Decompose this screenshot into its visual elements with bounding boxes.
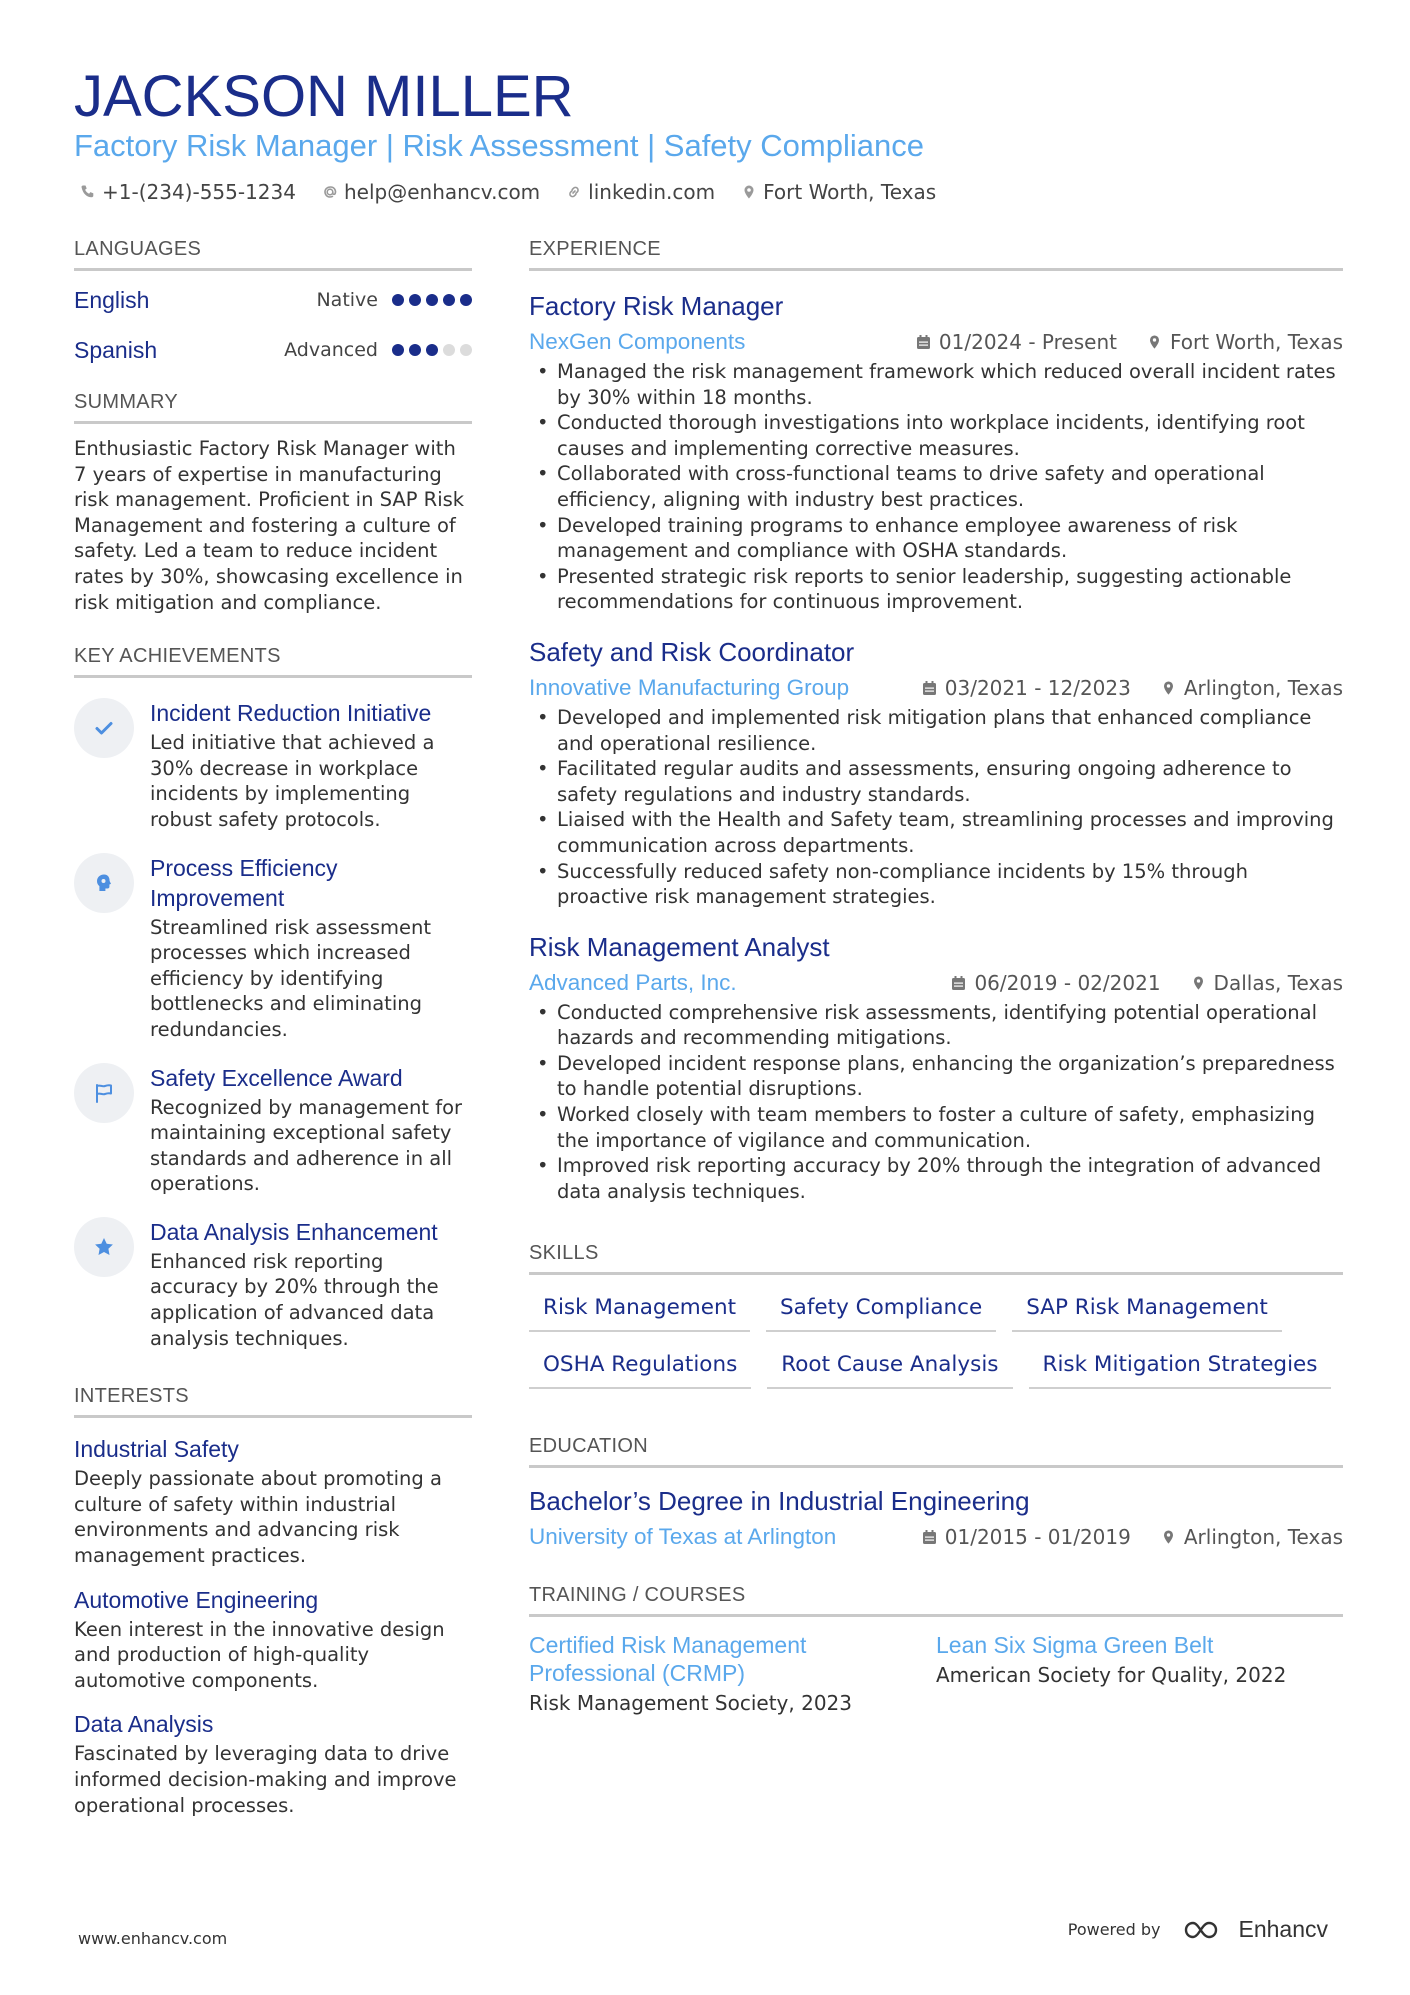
interest-text: Deeply passionate about promoting a culture of safety within industrial environments and advancing risk management practices. bbox=[74, 1467, 442, 1568]
interest-title: Industrial Safety bbox=[74, 1436, 239, 1463]
education-location: Arlington, Texas bbox=[1183, 1525, 1343, 1550]
job-location: Dallas, Texas bbox=[1213, 970, 1343, 995]
right-column bbox=[529, 236, 1343, 1719]
enhancv-logo-icon bbox=[1182, 1918, 1228, 1942]
dot bbox=[426, 294, 438, 306]
dot bbox=[409, 294, 421, 306]
skill-tag: Risk Management bbox=[529, 1289, 750, 1332]
course-title: Lean Six Sigma Green Belt bbox=[936, 1632, 1214, 1659]
interest-text: Fascinated by leveraging data to drive informed decision-making and improve operational processes. bbox=[74, 1742, 457, 1817]
head-gear-icon bbox=[92, 871, 116, 895]
course-title: Certified Risk Management Professional (CRMP) bbox=[529, 1632, 807, 1687]
achievement-text: Enhanced risk reporting accuracy by 20% through the application of advanced data analysis techniques. bbox=[150, 1249, 439, 1350]
achievements-list bbox=[74, 698, 472, 1351]
achievement-text: Streamlined risk assessment processes which increased efficiency by identifying bottlenecks and eliminating redundancies. bbox=[150, 915, 431, 1041]
dot bbox=[392, 294, 404, 306]
interest-text: Keen interest in the innovative design and production of high-quality automotive components. bbox=[74, 1617, 445, 1692]
job-entry bbox=[529, 930, 1343, 1205]
achievement-item bbox=[74, 853, 472, 1043]
brand-name: Enhancv bbox=[1238, 1916, 1328, 1942]
achievements-title: KEY ACHIEVEMENTS bbox=[74, 643, 472, 678]
location-pin-icon bbox=[1147, 334, 1162, 350]
job-title: Safety and Risk Coordinator bbox=[529, 636, 855, 667]
job-dates: 03/2021 - 12/2023 bbox=[944, 675, 1131, 700]
summary-text: Enthusiastic Factory Risk Manager with 7 years of expertise in manufacturing risk management. Proficient in SAP Risk Management and fostering a culture of safety. Led a team to reduce incident rates by 30%, showcasing excellence in risk mitigation and compliance. bbox=[74, 437, 465, 614]
bullet: • Worked closely with team members to foster a culture of safety, emphasizing the importance of vigilance and communication. bbox=[529, 1102, 1343, 1153]
bullet: • Developed training programs to enhance employee awareness of risk management and compliance with OSHA standards. bbox=[529, 513, 1343, 564]
achievement-title: Incident Reduction Initiative bbox=[150, 700, 432, 727]
school-name: University of Texas at Arlington bbox=[529, 1524, 837, 1550]
courses-list bbox=[529, 1631, 1343, 1719]
bullet: • Improved risk reporting accuracy by 20% through the integration of advanced data analysis techniques. bbox=[529, 1153, 1343, 1204]
interest-title: Automotive Engineering bbox=[74, 1586, 319, 1613]
powered-by-label: Powered by bbox=[1067, 1920, 1161, 1939]
education-dates: 01/2015 - 01/2019 bbox=[944, 1525, 1131, 1550]
course-org: Risk Management Society, 2023 bbox=[529, 1691, 852, 1716]
job-bullets bbox=[529, 1000, 1343, 1205]
calendar-icon bbox=[922, 680, 937, 696]
left-column bbox=[74, 236, 472, 1818]
skill-tag: Root Cause Analysis bbox=[767, 1346, 1012, 1389]
achievement-title: Safety Excellence Award bbox=[150, 1064, 403, 1091]
contact-bar bbox=[80, 177, 936, 207]
dot bbox=[443, 344, 455, 356]
job-dates: 06/2019 - 02/2021 bbox=[974, 970, 1161, 995]
language-row bbox=[74, 275, 472, 325]
bullet: • Conducted thorough investigations into workplace incidents, identifying root causes and implementing corrective measures. bbox=[529, 410, 1343, 461]
headline: Factory Risk Manager | Risk Assessment | Safety Compliance bbox=[74, 128, 924, 163]
skill-tag: Safety Compliance bbox=[766, 1289, 996, 1332]
dot bbox=[426, 344, 438, 356]
training-title: TRAINING / COURSES bbox=[529, 1582, 1343, 1617]
achievement-item bbox=[74, 1217, 472, 1351]
location-pin-icon bbox=[1161, 680, 1176, 696]
dot bbox=[460, 344, 472, 356]
bullet: • Successfully reduced safety non-compliance incidents by 15% through proactive risk management strategies. bbox=[529, 859, 1343, 910]
company-name: Innovative Manufacturing Group bbox=[529, 674, 850, 700]
course-org: American Society for Quality, 2022 bbox=[936, 1663, 1287, 1688]
job-entry bbox=[529, 635, 1343, 910]
company-name: Advanced Parts, Inc. bbox=[529, 969, 737, 995]
candidate-name: JACKSON MILLER bbox=[74, 64, 574, 129]
at-icon bbox=[322, 184, 338, 200]
language-level: Advanced bbox=[284, 339, 378, 361]
interests-title: INTERESTS bbox=[74, 1383, 472, 1418]
location-pin-icon bbox=[1191, 975, 1206, 991]
contact-location: Fort Worth, Texas bbox=[741, 177, 936, 207]
job-location: Fort Worth, Texas bbox=[1169, 330, 1343, 354]
achievement-text: Led initiative that achieved a 30% decrease in workplace incidents by implementing robust safety protocols. bbox=[150, 731, 435, 831]
check-icon bbox=[92, 716, 116, 740]
calendar-icon bbox=[916, 334, 931, 350]
link-icon bbox=[566, 184, 582, 200]
language-name: Spanish bbox=[74, 336, 158, 363]
achievement-item bbox=[74, 1063, 472, 1197]
contact-phone: +1-(234)-555-1234 bbox=[80, 177, 296, 207]
footer-website[interactable]: www.enhancv.com bbox=[78, 1929, 228, 1948]
contact-email[interactable]: help@enhancv.com bbox=[322, 177, 540, 207]
language-row bbox=[74, 325, 472, 375]
job-location: Arlington, Texas bbox=[1183, 675, 1343, 700]
star-icon bbox=[92, 1235, 116, 1259]
interest-item bbox=[74, 1434, 472, 1568]
bullet: • Developed incident response plans, enhancing the organization’s preparedness to handle potential disruptions. bbox=[529, 1051, 1343, 1102]
bullet: • Collaborated with cross-functional teams to drive safety and operational efficiency, aligning with industry best practices. bbox=[529, 461, 1343, 512]
contact-linkedin[interactable]: linkedin.com bbox=[566, 177, 715, 207]
job-entry bbox=[529, 289, 1343, 615]
bullet: • Developed and implemented risk mitigation plans that enhanced compliance and operational resilience. bbox=[529, 705, 1343, 756]
education-entry bbox=[529, 1484, 1343, 1554]
interest-title: Data Analysis bbox=[74, 1711, 214, 1738]
interest-item bbox=[74, 1585, 472, 1694]
languages-list bbox=[74, 275, 472, 375]
job-bullets bbox=[529, 705, 1343, 910]
summary-title: SUMMARY bbox=[74, 389, 472, 424]
language-name: English bbox=[74, 286, 150, 313]
achievement-text: Recognized by management for maintaining exceptional safety standards and adherence in all operations. bbox=[150, 1095, 463, 1196]
proficiency-dots bbox=[392, 294, 472, 306]
skills-title: SKILLS bbox=[529, 1240, 1343, 1275]
flag-icon bbox=[92, 1081, 116, 1105]
achievement-title: Process Efficiency Improvement bbox=[150, 854, 338, 911]
bullet: • Facilitated regular audits and assessments, ensuring ongoing adherence to safety regulations and industry standards. bbox=[529, 756, 1343, 807]
footer-branding bbox=[1068, 1916, 1328, 1943]
job-title: Factory Risk Manager bbox=[529, 291, 784, 321]
interests-list bbox=[74, 1434, 472, 1818]
bullet: • Presented strategic risk reports to senior leadership, suggesting actionable recommendations for continuous improvement. bbox=[529, 564, 1343, 615]
education-title: EDUCATION bbox=[529, 1433, 1343, 1468]
skills-list bbox=[529, 1289, 1343, 1389]
phone-icon bbox=[80, 184, 96, 200]
bullet: • Conducted comprehensive risk assessments, identifying potential operational hazards and recommending mitigations. bbox=[529, 1000, 1343, 1051]
job-bullets bbox=[529, 359, 1343, 615]
brand-logo[interactable] bbox=[1182, 1916, 1328, 1943]
languages-title: LANGUAGES bbox=[74, 236, 472, 271]
course-item bbox=[936, 1631, 1343, 1719]
course-item bbox=[529, 1631, 936, 1719]
interest-item bbox=[74, 1709, 472, 1818]
skill-tag: SAP Risk Management bbox=[1012, 1289, 1282, 1332]
dot bbox=[443, 294, 455, 306]
dot bbox=[409, 344, 421, 356]
proficiency-dots bbox=[392, 344, 472, 356]
calendar-icon bbox=[922, 1529, 937, 1545]
location-pin-icon bbox=[741, 184, 757, 200]
dot bbox=[392, 344, 404, 356]
calendar-icon bbox=[951, 975, 966, 991]
bullet: • Liaised with the Health and Safety team, streamlining processes and improving communication across departments. bbox=[529, 807, 1343, 858]
dot bbox=[460, 294, 472, 306]
location-pin-icon bbox=[1161, 1529, 1176, 1545]
job-title: Risk Management Analyst bbox=[529, 931, 830, 962]
skill-tag: OSHA Regulations bbox=[529, 1346, 751, 1389]
degree: Bachelor’s Degree in Industrial Engineering bbox=[529, 1486, 1030, 1517]
achievement-item bbox=[74, 698, 472, 832]
job-dates: 01/2024 - Present bbox=[938, 330, 1117, 354]
skill-tag: Risk Mitigation Strategies bbox=[1029, 1346, 1332, 1389]
achievement-title: Data Analysis Enhancement bbox=[150, 1218, 438, 1245]
bullet: • Managed the risk management framework which reduced overall incident rates by 30% within 18 months. bbox=[529, 359, 1343, 410]
experience-title: EXPERIENCE bbox=[529, 236, 1343, 271]
company-name: NexGen Components bbox=[529, 329, 746, 354]
language-level: Native bbox=[316, 289, 378, 311]
